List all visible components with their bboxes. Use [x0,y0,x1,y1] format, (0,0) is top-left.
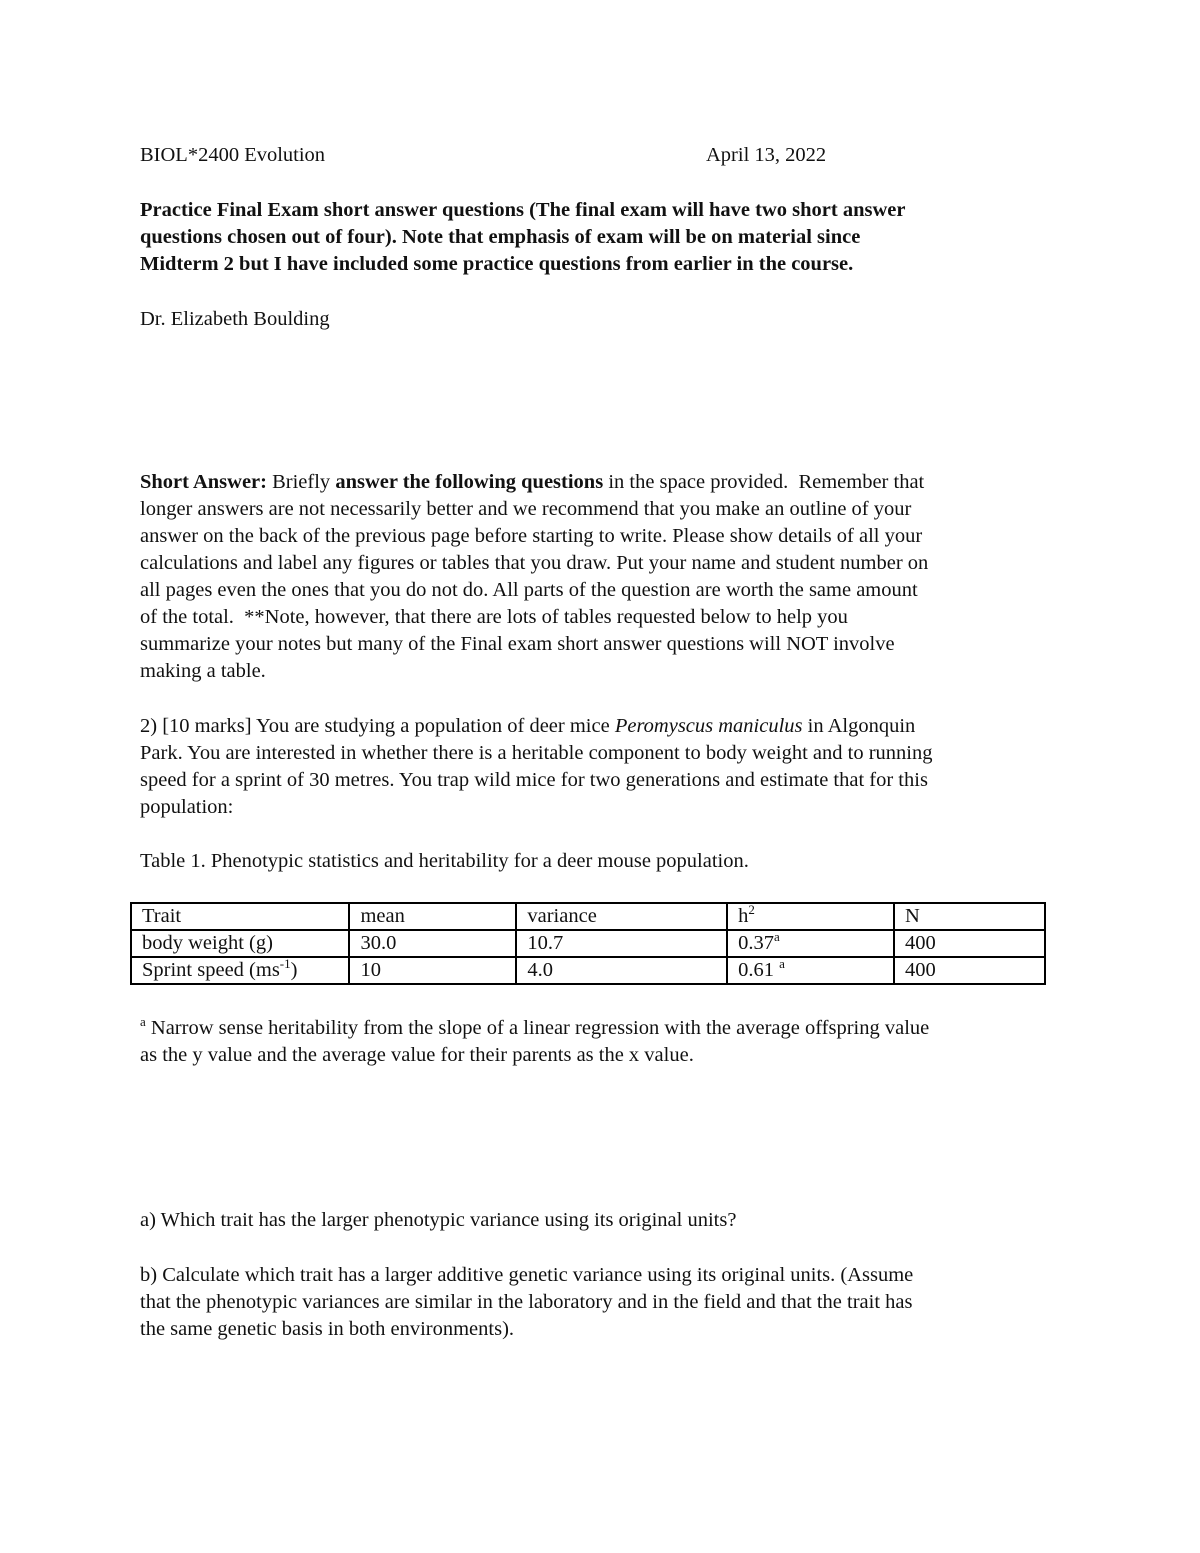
table-header-row [131,903,1045,930]
course-title: BIOL*2400 Evolution [140,144,326,166]
unit-sup: -1 [279,956,291,972]
instruction-line: calculations and label any figures or tables that you draw. Put your name and student number on [140,552,929,574]
question-b-line: that the phenotypic variances are similar in the laboratory and in the field and that the trait has [140,1291,913,1313]
species-name: Peromyscus maniculus [614,715,803,737]
author-name: Dr. Elizabeth Boulding [140,308,330,330]
instruction-line: making a table. [140,660,266,682]
h2-cell [727,957,894,984]
variance-cell: 4.0 [516,957,727,984]
intro-line: Practice Final Exam short answer questions (The final exam will have two short answer [140,199,906,221]
question-line: population: [140,796,234,818]
footnote-text: as the y value and the average value for their parents as the x value. [140,1044,694,1066]
mean-cell: 30.0 [349,930,516,957]
table-footnote [140,1015,1060,1069]
footnote-ref: a [773,929,780,945]
header-cell: N [894,903,1045,930]
short-answer-label: Short Answer: [140,471,267,493]
intro-line: questions chosen out of four). Note that emphasis of exam will be on material since [140,226,861,248]
exam-date: April 13, 2022 [706,144,827,166]
instruction-line: longer answers are not necessarily better and we recommend that you make an outline of your [140,498,912,520]
question-text: in Algonquin [802,715,916,737]
trait-cell [131,957,349,984]
question-b-line: b) Calculate which trait has a larger additive genetic variance using its original units. (Assume [140,1264,914,1286]
question-2 [140,713,1060,821]
instruction-line: summarize your notes but many of the Final exam short answer questions will NOT involve [140,633,895,655]
header-cell [727,903,894,930]
n-cell: 400 [894,930,1045,957]
table-row [131,930,1045,957]
footnote-mark: a [140,1014,146,1030]
trait-text: ) [290,959,298,981]
instruction-line: of the total. **Note, however, that there are lots of tables requested below to help you [140,606,848,628]
header-cell: variance [516,903,727,930]
table-row [131,957,1045,984]
table-caption: Table 1. Phenotypic statistics and heritability for a deer mouse population. [140,850,749,872]
header-h: h [738,905,749,927]
trait-cell: body weight (g) [131,930,349,957]
instruction-text: in the space provided. Remember that [603,471,925,493]
header-cell: mean [349,903,516,930]
header-cell: Trait [131,903,349,930]
intro-line: Midterm 2 but I have included some practice questions from earlier in the course. [140,253,854,275]
question-b-line: the same genetic basis in both environments). [140,1318,515,1340]
h2-cell [727,930,894,957]
footnote-ref: a [779,956,785,972]
question-a: a) Which trait has the larger phenotypic variance using its original units? [140,1209,737,1231]
header-h-sup: 2 [748,902,755,918]
h2-value: 0.61 [738,959,780,981]
short-answer-instructions [140,469,1060,685]
h2-value: 0.37 [738,932,774,954]
footnote-text: Narrow sense heritability from the slope of a linear regression with the average offspring value [145,1017,930,1039]
instruction-line: answer on the back of the previous page before starting to write. Please show details of all your [140,525,923,547]
heritability-table [130,902,1046,985]
question-text: 2) [10 marks] You are studying a population of deer mice [140,715,615,737]
question-b [140,1262,1060,1343]
instruction-text: Briefly [266,471,336,493]
instruction-line: all pages even the ones that you do not do. All parts of the question are worth the same amount [140,579,918,601]
n-cell: 400 [894,957,1045,984]
instruction-bold: answer the following questions [335,471,604,493]
variance-cell: 10.7 [516,930,727,957]
question-line: speed for a sprint of 30 metres. You trap wild mice for two generations and estimate that for this [140,769,928,791]
mean-cell: 10 [349,957,516,984]
question-line: Park. You are interested in whether there is a heritable component to body weight and to running [140,742,933,764]
intro-heading [140,197,1060,278]
trait-text: Sprint speed (ms [142,959,280,981]
